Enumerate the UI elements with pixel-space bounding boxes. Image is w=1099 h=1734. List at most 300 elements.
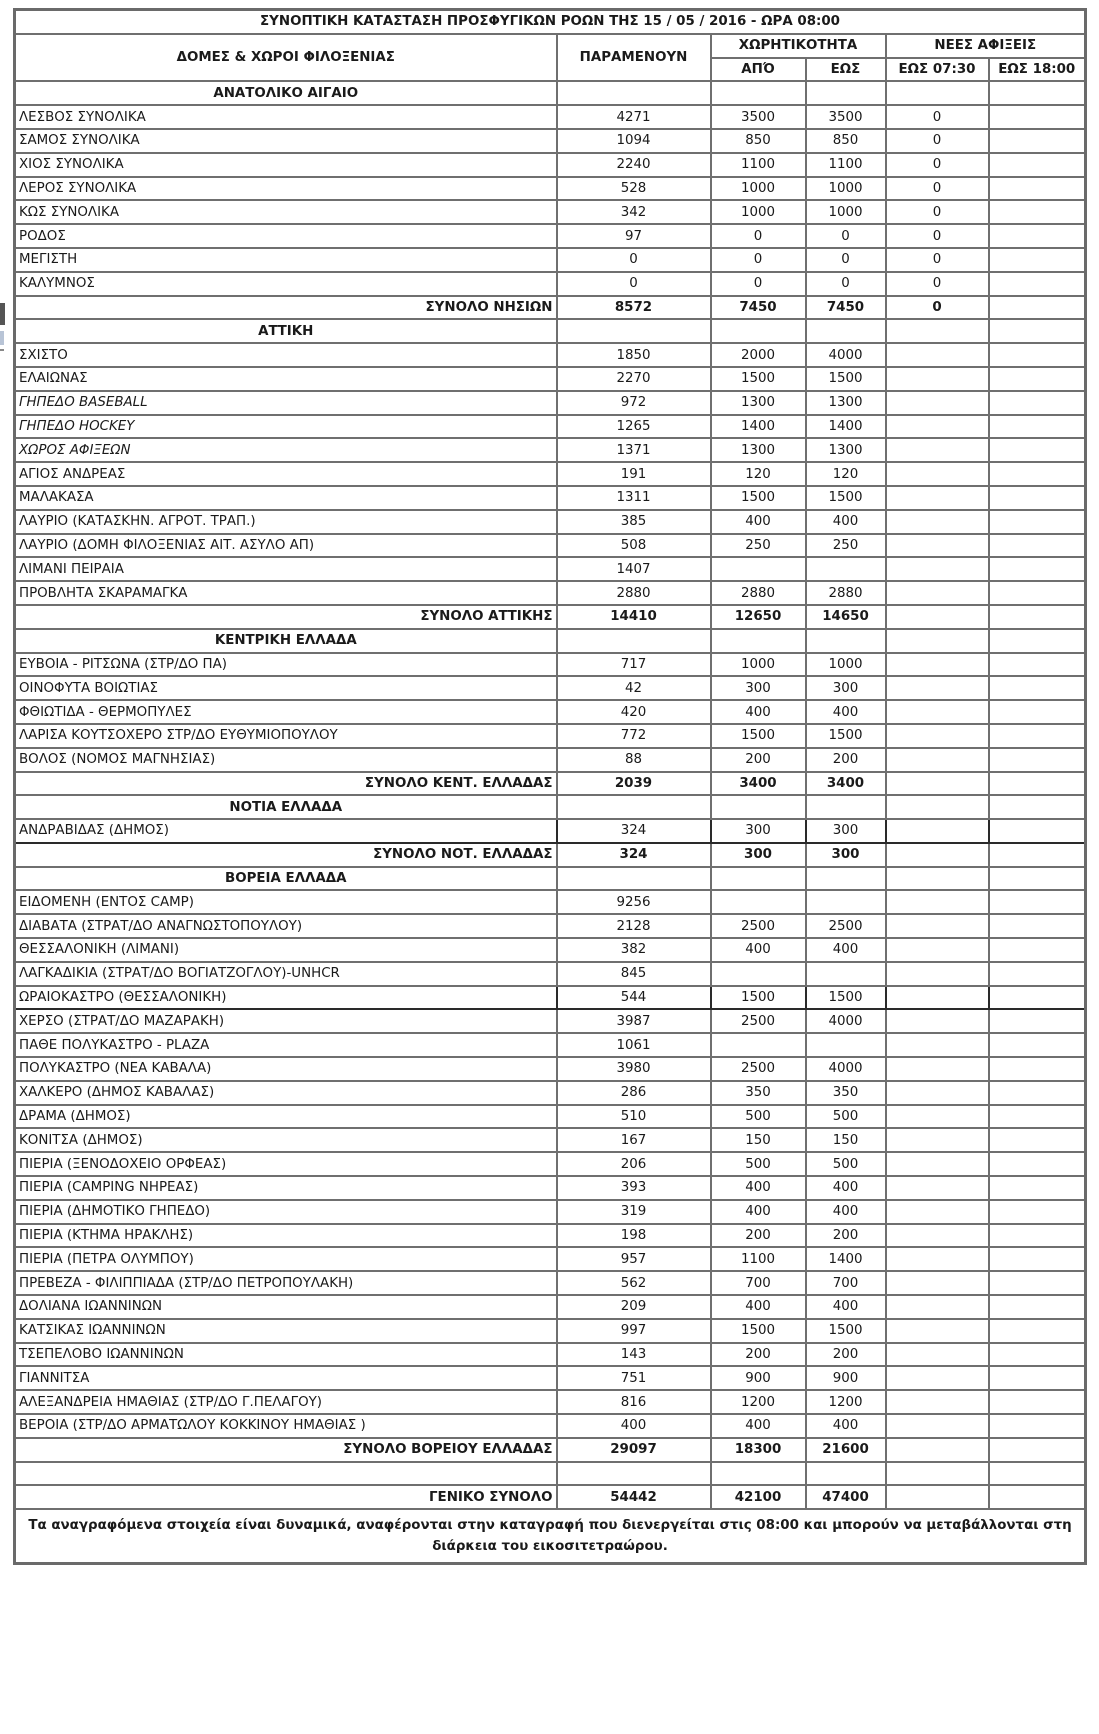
arrivals-0730-cell [886, 700, 989, 724]
remaining-cell: 342 [557, 200, 711, 224]
empty-cell [806, 795, 886, 819]
total-arrivals-1800-cell [989, 296, 1086, 320]
arrivals-1800-cell [989, 890, 1086, 914]
grand-total-from: 42100 [711, 1485, 806, 1509]
capacity-from-cell [711, 557, 806, 581]
capacity-to-cell: 1000 [806, 200, 886, 224]
remaining-cell: 400 [557, 1414, 711, 1438]
total-remaining-cell: 324 [557, 843, 711, 867]
capacity-from-cell: 500 [711, 1152, 806, 1176]
facility-name: ΣΑΜΟΣ ΣΥΝΟΛΙΚΑ [15, 129, 557, 153]
facility-name: ΧΑΛΚΕΡΟ (ΔΗΜΟΣ ΚΑΒΑΛΑΣ) [15, 1081, 557, 1105]
table-row [15, 724, 1086, 748]
empty-cell [711, 1462, 806, 1486]
arrivals-1800-cell [989, 1128, 1086, 1152]
remaining-cell: 2270 [557, 367, 711, 391]
remaining-cell: 97 [557, 224, 711, 248]
facility-name: ΣΧΙΣΤΟ [15, 343, 557, 367]
empty-cell [557, 867, 711, 891]
table-row [15, 1295, 1086, 1319]
table-row [15, 557, 1086, 581]
table-row [15, 248, 1086, 272]
arrivals-1800-cell [989, 676, 1086, 700]
remaining-cell: 2128 [557, 914, 711, 938]
table-row [15, 177, 1086, 201]
capacity-from-cell: 120 [711, 462, 806, 486]
arrivals-1800-cell [989, 1224, 1086, 1248]
total-capacity-from-cell: 7450 [711, 296, 806, 320]
total-arrivals-0730-cell [886, 772, 989, 796]
arrivals-0730-cell [886, 1319, 989, 1343]
table-row [15, 200, 1086, 224]
arrivals-0730-cell [886, 462, 989, 486]
arrivals-1800-cell [989, 248, 1086, 272]
arrivals-1800-cell [989, 177, 1086, 201]
facility-name: ΕΛΑΙΩΝΑΣ [15, 367, 557, 391]
facility-name: ΘΕΣΣΑΛΟΝΙΚΗ (ΛΙΜΑΝΙ) [15, 938, 557, 962]
arrivals-1800-cell [989, 272, 1086, 296]
spacer-row [15, 1462, 1086, 1486]
empty-cell [15, 1462, 557, 1486]
total-arrivals-1800-cell [989, 1438, 1086, 1462]
total-arrivals-1800-cell [989, 605, 1086, 629]
remaining-cell: 845 [557, 962, 711, 986]
header-capacity-to: ΕΩΣ [806, 58, 886, 82]
remaining-cell: 209 [557, 1295, 711, 1319]
remaining-cell: 4271 [557, 105, 711, 129]
total-capacity-to-cell: 7450 [806, 296, 886, 320]
total-arrivals-0730-cell [886, 605, 989, 629]
capacity-to-cell: 300 [806, 819, 886, 843]
arrivals-0730-cell [886, 415, 989, 439]
arrivals-1800-cell [989, 557, 1086, 581]
table-row [15, 914, 1086, 938]
capacity-from-cell: 1000 [711, 177, 806, 201]
remaining-cell: 1061 [557, 1033, 711, 1057]
table-row [15, 415, 1086, 439]
capacity-from-cell: 400 [711, 1414, 806, 1438]
arrivals-0730-cell: 0 [886, 224, 989, 248]
report-title: ΣΥΝΟΠΤΙΚΗ ΚΑΤΑΣΤΑΣΗ ΠΡΟΣΦΥΓΙΚΩΝ ΡΟΩΝ ΤΗΣ 15 / 05 / 2016 - ΩΡΑ 08:00 [15, 10, 1086, 34]
table-row [15, 438, 1086, 462]
capacity-from-cell: 2500 [711, 914, 806, 938]
arrivals-0730-cell [886, 986, 989, 1010]
capacity-to-cell: 200 [806, 748, 886, 772]
empty-cell [886, 867, 989, 891]
table-row [15, 938, 1086, 962]
arrivals-0730-cell [886, 1057, 989, 1081]
capacity-to-cell: 4000 [806, 343, 886, 367]
edge-mark [0, 349, 4, 351]
arrivals-0730-cell [886, 676, 989, 700]
empty-cell [806, 629, 886, 653]
arrivals-1800-cell [989, 510, 1086, 534]
remaining-cell: 0 [557, 272, 711, 296]
facility-name: ΓΗΠΕΔΟ HOCKEY [15, 415, 557, 439]
capacity-to-cell: 400 [806, 938, 886, 962]
empty-cell [886, 319, 989, 343]
grand-total-label: ΓΕΝΙΚΟ ΣΥΝΟΛΟ [15, 1485, 557, 1509]
total-capacity-to-cell: 21600 [806, 1438, 886, 1462]
remaining-cell: 1094 [557, 129, 711, 153]
arrivals-1800-cell [989, 224, 1086, 248]
capacity-from-cell: 400 [711, 700, 806, 724]
facility-name: ΛΑΥΡΙΟ (ΚΑΤΑΣΚΗΝ. ΑΓΡΟΤ. ΤΡΑΠ.) [15, 510, 557, 534]
capacity-to-cell: 400 [806, 1176, 886, 1200]
capacity-from-cell: 400 [711, 1200, 806, 1224]
grand-total-to: 47400 [806, 1485, 886, 1509]
capacity-to-cell: 0 [806, 248, 886, 272]
arrivals-0730-cell [886, 1152, 989, 1176]
arrivals-1800-cell [989, 367, 1086, 391]
arrivals-1800-cell [989, 724, 1086, 748]
table-row [15, 1247, 1086, 1271]
total-remaining-cell: 8572 [557, 296, 711, 320]
arrivals-0730-cell [886, 724, 989, 748]
empty-cell [557, 629, 711, 653]
total-capacity-to-cell: 3400 [806, 772, 886, 796]
arrivals-0730-cell [886, 962, 989, 986]
section-total-row [15, 1438, 1086, 1462]
arrivals-1800-cell [989, 1271, 1086, 1295]
capacity-from-cell: 200 [711, 1224, 806, 1248]
grand-total-arrivals-1800 [989, 1485, 1086, 1509]
facility-name: ΛΑΡΙΣΑ ΚΟΥΤΣΟΧΕΡΟ ΣΤΡ/ΔΟ ΕΥΘΥΜΙΟΠΟΥΛΟΥ [15, 724, 557, 748]
header-capacity-from: ΑΠΌ [711, 58, 806, 82]
capacity-to-cell: 2880 [806, 581, 886, 605]
table-row [15, 1152, 1086, 1176]
grand-total-arrivals-0730 [886, 1485, 989, 1509]
arrivals-0730-cell [886, 438, 989, 462]
capacity-from-cell: 0 [711, 248, 806, 272]
section-total-label: ΣΥΝΟΛΟ ΒΟΡΕΙΟΥ ΕΛΛΑΔΑΣ [15, 1438, 557, 1462]
capacity-from-cell: 300 [711, 676, 806, 700]
empty-cell [711, 81, 806, 105]
capacity-to-cell: 400 [806, 1414, 886, 1438]
table-row [15, 1009, 1086, 1033]
facility-name: ΩΡΑΙΟΚΑΣΤΡΟ (ΘΕΣΣΑΛΟΝΙΚΗ) [15, 986, 557, 1010]
total-remaining-cell: 29097 [557, 1438, 711, 1462]
capacity-to-cell: 500 [806, 1105, 886, 1129]
capacity-from-cell: 1500 [711, 986, 806, 1010]
facility-name: ΦΘΙΩΤΙΔΑ - ΘΕΡΜΟΠΥΛΕΣ [15, 700, 557, 724]
remaining-cell: 2880 [557, 581, 711, 605]
facility-name: ΒΟΛΟΣ (ΝΟΜΟΣ ΜΑΓΝΗΣΙΑΣ) [15, 748, 557, 772]
facility-name: ΚΟΝΙΤΣΑ (ΔΗΜΟΣ) [15, 1128, 557, 1152]
table-row [15, 1176, 1086, 1200]
capacity-to-cell: 400 [806, 1295, 886, 1319]
total-arrivals-0730-cell: 0 [886, 296, 989, 320]
table-row [15, 748, 1086, 772]
section-total-row [15, 772, 1086, 796]
facility-name: ΠΙΕΡΙΑ (ΚΤΗΜΑ ΗΡΑΚΛΗΣ) [15, 1224, 557, 1248]
remaining-cell: 324 [557, 819, 711, 843]
capacity-from-cell: 1000 [711, 200, 806, 224]
capacity-to-cell: 400 [806, 510, 886, 534]
remaining-cell: 385 [557, 510, 711, 534]
capacity-to-cell: 1500 [806, 367, 886, 391]
remaining-cell: 1371 [557, 438, 711, 462]
total-capacity-from-cell: 300 [711, 843, 806, 867]
region-title: ΝΟΤΙΑ ΕΛΛΑΔΑ [15, 795, 557, 819]
arrivals-1800-cell [989, 200, 1086, 224]
table-row [15, 700, 1086, 724]
capacity-to-cell: 700 [806, 1271, 886, 1295]
arrivals-1800-cell [989, 1366, 1086, 1390]
empty-cell [989, 319, 1086, 343]
section-total-row [15, 843, 1086, 867]
arrivals-0730-cell [886, 1247, 989, 1271]
capacity-from-cell: 300 [711, 819, 806, 843]
remaining-cell: 717 [557, 653, 711, 677]
section-total-label: ΣΥΝΟΛΟ ΑΤΤΙΚΗΣ [15, 605, 557, 629]
region-header-row [15, 81, 1086, 105]
table-row [15, 1271, 1086, 1295]
capacity-to-cell: 400 [806, 1200, 886, 1224]
grand-total-remaining: 54442 [557, 1485, 711, 1509]
capacity-to-cell: 1500 [806, 986, 886, 1010]
remaining-cell: 393 [557, 1176, 711, 1200]
arrivals-0730-cell [886, 1009, 989, 1033]
capacity-to-cell: 0 [806, 272, 886, 296]
arrivals-1800-cell [989, 534, 1086, 558]
header-remaining: ΠΑΡΑΜΕΝΟΥΝ [557, 34, 711, 82]
facility-name: ΔΙΑΒΑΤΑ (ΣΤΡΑΤ/ΔΟ ΑΝΑΓΝΩΣΤΟΠΟΥΛΟΥ) [15, 914, 557, 938]
arrivals-1800-cell [989, 1105, 1086, 1129]
table-row [15, 962, 1086, 986]
arrivals-1800-cell [989, 1009, 1086, 1033]
facility-name: ΛΑΥΡΙΟ (ΔΟΜΗ ΦΙΛΟΞΕΝΙΑΣ ΑΙΤ. ΑΣΥΛΟ ΑΠ) [15, 534, 557, 558]
arrivals-1800-cell [989, 938, 1086, 962]
arrivals-1800-cell [989, 653, 1086, 677]
arrivals-1800-cell [989, 105, 1086, 129]
empty-cell [711, 795, 806, 819]
empty-cell [989, 867, 1086, 891]
arrivals-0730-cell [886, 534, 989, 558]
arrivals-0730-cell [886, 367, 989, 391]
remaining-cell: 3987 [557, 1009, 711, 1033]
table-row [15, 105, 1086, 129]
arrivals-0730-cell [886, 1176, 989, 1200]
facility-name: ΑΛΕΞΑΝΔΡΕΙΑ ΗΜΑΘΙΑΣ (ΣΤΡ/ΔΟ Γ.ΠΕΛΑΓΟΥ) [15, 1390, 557, 1414]
facility-name: ΠΙΕΡΙΑ (ΞΕΝΟΔΟΧΕΙΟ ΟΡΦΕΑΣ) [15, 1152, 557, 1176]
refugee-flows-table [13, 8, 1087, 1565]
arrivals-0730-cell: 0 [886, 129, 989, 153]
arrivals-0730-cell [886, 391, 989, 415]
total-arrivals-1800-cell [989, 843, 1086, 867]
region-title: ΑΤΤΙΚΗ [15, 319, 557, 343]
empty-cell [989, 629, 1086, 653]
table-row [15, 1033, 1086, 1057]
empty-cell [806, 867, 886, 891]
remaining-cell: 1407 [557, 557, 711, 581]
table-row [15, 153, 1086, 177]
arrivals-1800-cell [989, 153, 1086, 177]
remaining-cell: 42 [557, 676, 711, 700]
facility-name: ΠΟΛΥΚΑΣΤΡΟ (ΝΕΑ ΚΑΒΑΛΑ) [15, 1057, 557, 1081]
table-row [15, 343, 1086, 367]
capacity-to-cell [806, 557, 886, 581]
header-arrivals-0730: ΕΩΣ 07:30 [886, 58, 989, 82]
capacity-to-cell: 150 [806, 1128, 886, 1152]
arrivals-0730-cell [886, 486, 989, 510]
arrivals-0730-cell [886, 510, 989, 534]
arrivals-1800-cell [989, 748, 1086, 772]
capacity-from-cell: 850 [711, 129, 806, 153]
table-row [15, 581, 1086, 605]
table-body [15, 81, 1086, 1485]
remaining-cell: 319 [557, 1200, 711, 1224]
facility-name: ΧΙΟΣ ΣΥΝΟΛΙΚΑ [15, 153, 557, 177]
header-arrivals-1800: ΕΩΣ 18:00 [989, 58, 1086, 82]
empty-cell [711, 319, 806, 343]
header-capacity: ΧΩΡΗΤΙΚΟΤΗΤΑ [711, 34, 886, 58]
facility-name: ΛΑΓΚΑΔΙΚΙΑ (ΣΤΡΑΤ/ΔΟ ΒΟΓΙΑΤΖΟΓΛΟΥ)-UNHCR [15, 962, 557, 986]
table-row [15, 986, 1086, 1010]
facility-name: ΑΝΔΡΑΒΙΔΑΣ (ΔΗΜΟΣ) [15, 819, 557, 843]
facility-name: ΤΣΕΠΕΛΟΒΟ ΙΩΑΝΝΙΝΩΝ [15, 1343, 557, 1367]
remaining-cell: 772 [557, 724, 711, 748]
capacity-from-cell: 200 [711, 748, 806, 772]
total-capacity-from-cell: 12650 [711, 605, 806, 629]
table-row [15, 819, 1086, 843]
table-row [15, 1224, 1086, 1248]
facility-name: ΓΗΠΕΔΟ BASEBALL [15, 391, 557, 415]
remaining-cell: 9256 [557, 890, 711, 914]
remaining-cell: 198 [557, 1224, 711, 1248]
empty-cell [806, 81, 886, 105]
capacity-from-cell: 1500 [711, 486, 806, 510]
capacity-to-cell: 1400 [806, 1247, 886, 1271]
region-header-row [15, 795, 1086, 819]
arrivals-1800-cell [989, 1081, 1086, 1105]
remaining-cell: 972 [557, 391, 711, 415]
facility-name: ΛΕΣΒΟΣ ΣΥΝΟΛΙΚΑ [15, 105, 557, 129]
arrivals-1800-cell [989, 700, 1086, 724]
header-new-arrivals: ΝΕΕΣ ΑΦΙΞΕΙΣ [886, 34, 1086, 58]
arrivals-1800-cell [989, 486, 1086, 510]
capacity-from-cell: 1200 [711, 1390, 806, 1414]
capacity-from-cell: 400 [711, 1295, 806, 1319]
remaining-cell: 816 [557, 1390, 711, 1414]
capacity-to-cell: 200 [806, 1343, 886, 1367]
arrivals-0730-cell: 0 [886, 105, 989, 129]
arrivals-1800-cell [989, 343, 1086, 367]
capacity-to-cell: 1400 [806, 415, 886, 439]
facility-name: ΠΡΟΒΛΗΤΑ ΣΚΑΡΑΜΑΓΚΑ [15, 581, 557, 605]
capacity-to-cell: 0 [806, 224, 886, 248]
empty-cell [886, 795, 989, 819]
arrivals-1800-cell [989, 1152, 1086, 1176]
table-row [15, 1319, 1086, 1343]
facility-name: ΠΙΕΡΙΑ (ΔΗΜΟΤΙΚΟ ΓΗΠΕΔΟ) [15, 1200, 557, 1224]
empty-cell [557, 81, 711, 105]
capacity-to-cell: 3500 [806, 105, 886, 129]
capacity-to-cell: 1500 [806, 724, 886, 748]
capacity-from-cell: 0 [711, 224, 806, 248]
arrivals-0730-cell [886, 1224, 989, 1248]
arrivals-0730-cell [886, 748, 989, 772]
arrivals-1800-cell [989, 1176, 1086, 1200]
capacity-to-cell: 900 [806, 1366, 886, 1390]
capacity-to-cell [806, 890, 886, 914]
arrivals-0730-cell: 0 [886, 272, 989, 296]
arrivals-0730-cell [886, 1295, 989, 1319]
facility-name: ΚΑΤΣΙΚΑΣ ΙΩΑΝΝΙΝΩΝ [15, 1319, 557, 1343]
facility-name: ΛΕΡΟΣ ΣΥΝΟΛΙΚΑ [15, 177, 557, 201]
remaining-cell: 751 [557, 1366, 711, 1390]
remaining-cell: 562 [557, 1271, 711, 1295]
arrivals-1800-cell [989, 819, 1086, 843]
capacity-from-cell: 1500 [711, 1319, 806, 1343]
capacity-from-cell: 400 [711, 938, 806, 962]
facility-name: ΕΙΔΟΜΕΝΗ (ΕΝΤΟΣ CAMP) [15, 890, 557, 914]
remaining-cell: 544 [557, 986, 711, 1010]
capacity-from-cell: 200 [711, 1343, 806, 1367]
remaining-cell: 957 [557, 1247, 711, 1271]
capacity-from-cell [711, 1033, 806, 1057]
capacity-from-cell: 1100 [711, 153, 806, 177]
empty-cell [806, 1462, 886, 1486]
arrivals-0730-cell [886, 1414, 989, 1438]
arrivals-0730-cell [886, 1081, 989, 1105]
table-row [15, 1081, 1086, 1105]
capacity-to-cell: 200 [806, 1224, 886, 1248]
arrivals-1800-cell [989, 986, 1086, 1010]
remaining-cell: 420 [557, 700, 711, 724]
region-header-row [15, 629, 1086, 653]
header-facilities: ΔΟΜΕΣ & ΧΩΡΟΙ ΦΙΛΟΞΕΝΙΑΣ [15, 34, 557, 82]
facility-name: ΡΟΔΟΣ [15, 224, 557, 248]
capacity-from-cell: 500 [711, 1105, 806, 1129]
section-total-row [15, 296, 1086, 320]
capacity-to-cell: 1200 [806, 1390, 886, 1414]
empty-cell [557, 319, 711, 343]
remaining-cell: 88 [557, 748, 711, 772]
empty-cell [711, 867, 806, 891]
arrivals-0730-cell [886, 890, 989, 914]
capacity-to-cell: 120 [806, 462, 886, 486]
capacity-from-cell: 1400 [711, 415, 806, 439]
total-capacity-to-cell: 14650 [806, 605, 886, 629]
empty-cell [711, 629, 806, 653]
capacity-to-cell: 4000 [806, 1009, 886, 1033]
remaining-cell: 143 [557, 1343, 711, 1367]
table-row [15, 462, 1086, 486]
remaining-cell: 997 [557, 1319, 711, 1343]
arrivals-0730-cell [886, 1033, 989, 1057]
total-remaining-cell: 14410 [557, 605, 711, 629]
facility-name: ΟΙΝΟΦΥΤΑ ΒΟΙΩΤΙΑΣ [15, 676, 557, 700]
facility-name: ΔΡΑΜΑ (ΔΗΜΟΣ) [15, 1105, 557, 1129]
capacity-to-cell: 1000 [806, 177, 886, 201]
capacity-to-cell: 350 [806, 1081, 886, 1105]
arrivals-0730-cell: 0 [886, 177, 989, 201]
arrivals-1800-cell [989, 1247, 1086, 1271]
capacity-from-cell: 900 [711, 1366, 806, 1390]
capacity-to-cell: 4000 [806, 1057, 886, 1081]
capacity-to-cell: 1500 [806, 1319, 886, 1343]
total-arrivals-1800-cell [989, 772, 1086, 796]
total-capacity-from-cell: 3400 [711, 772, 806, 796]
table-row [15, 367, 1086, 391]
arrivals-0730-cell [886, 557, 989, 581]
arrivals-0730-cell [886, 914, 989, 938]
remaining-cell: 1311 [557, 486, 711, 510]
empty-cell [989, 795, 1086, 819]
capacity-from-cell [711, 890, 806, 914]
region-title: ΑΝΑΤΟΛΙΚΟ ΑΙΓΑΙΟ [15, 81, 557, 105]
